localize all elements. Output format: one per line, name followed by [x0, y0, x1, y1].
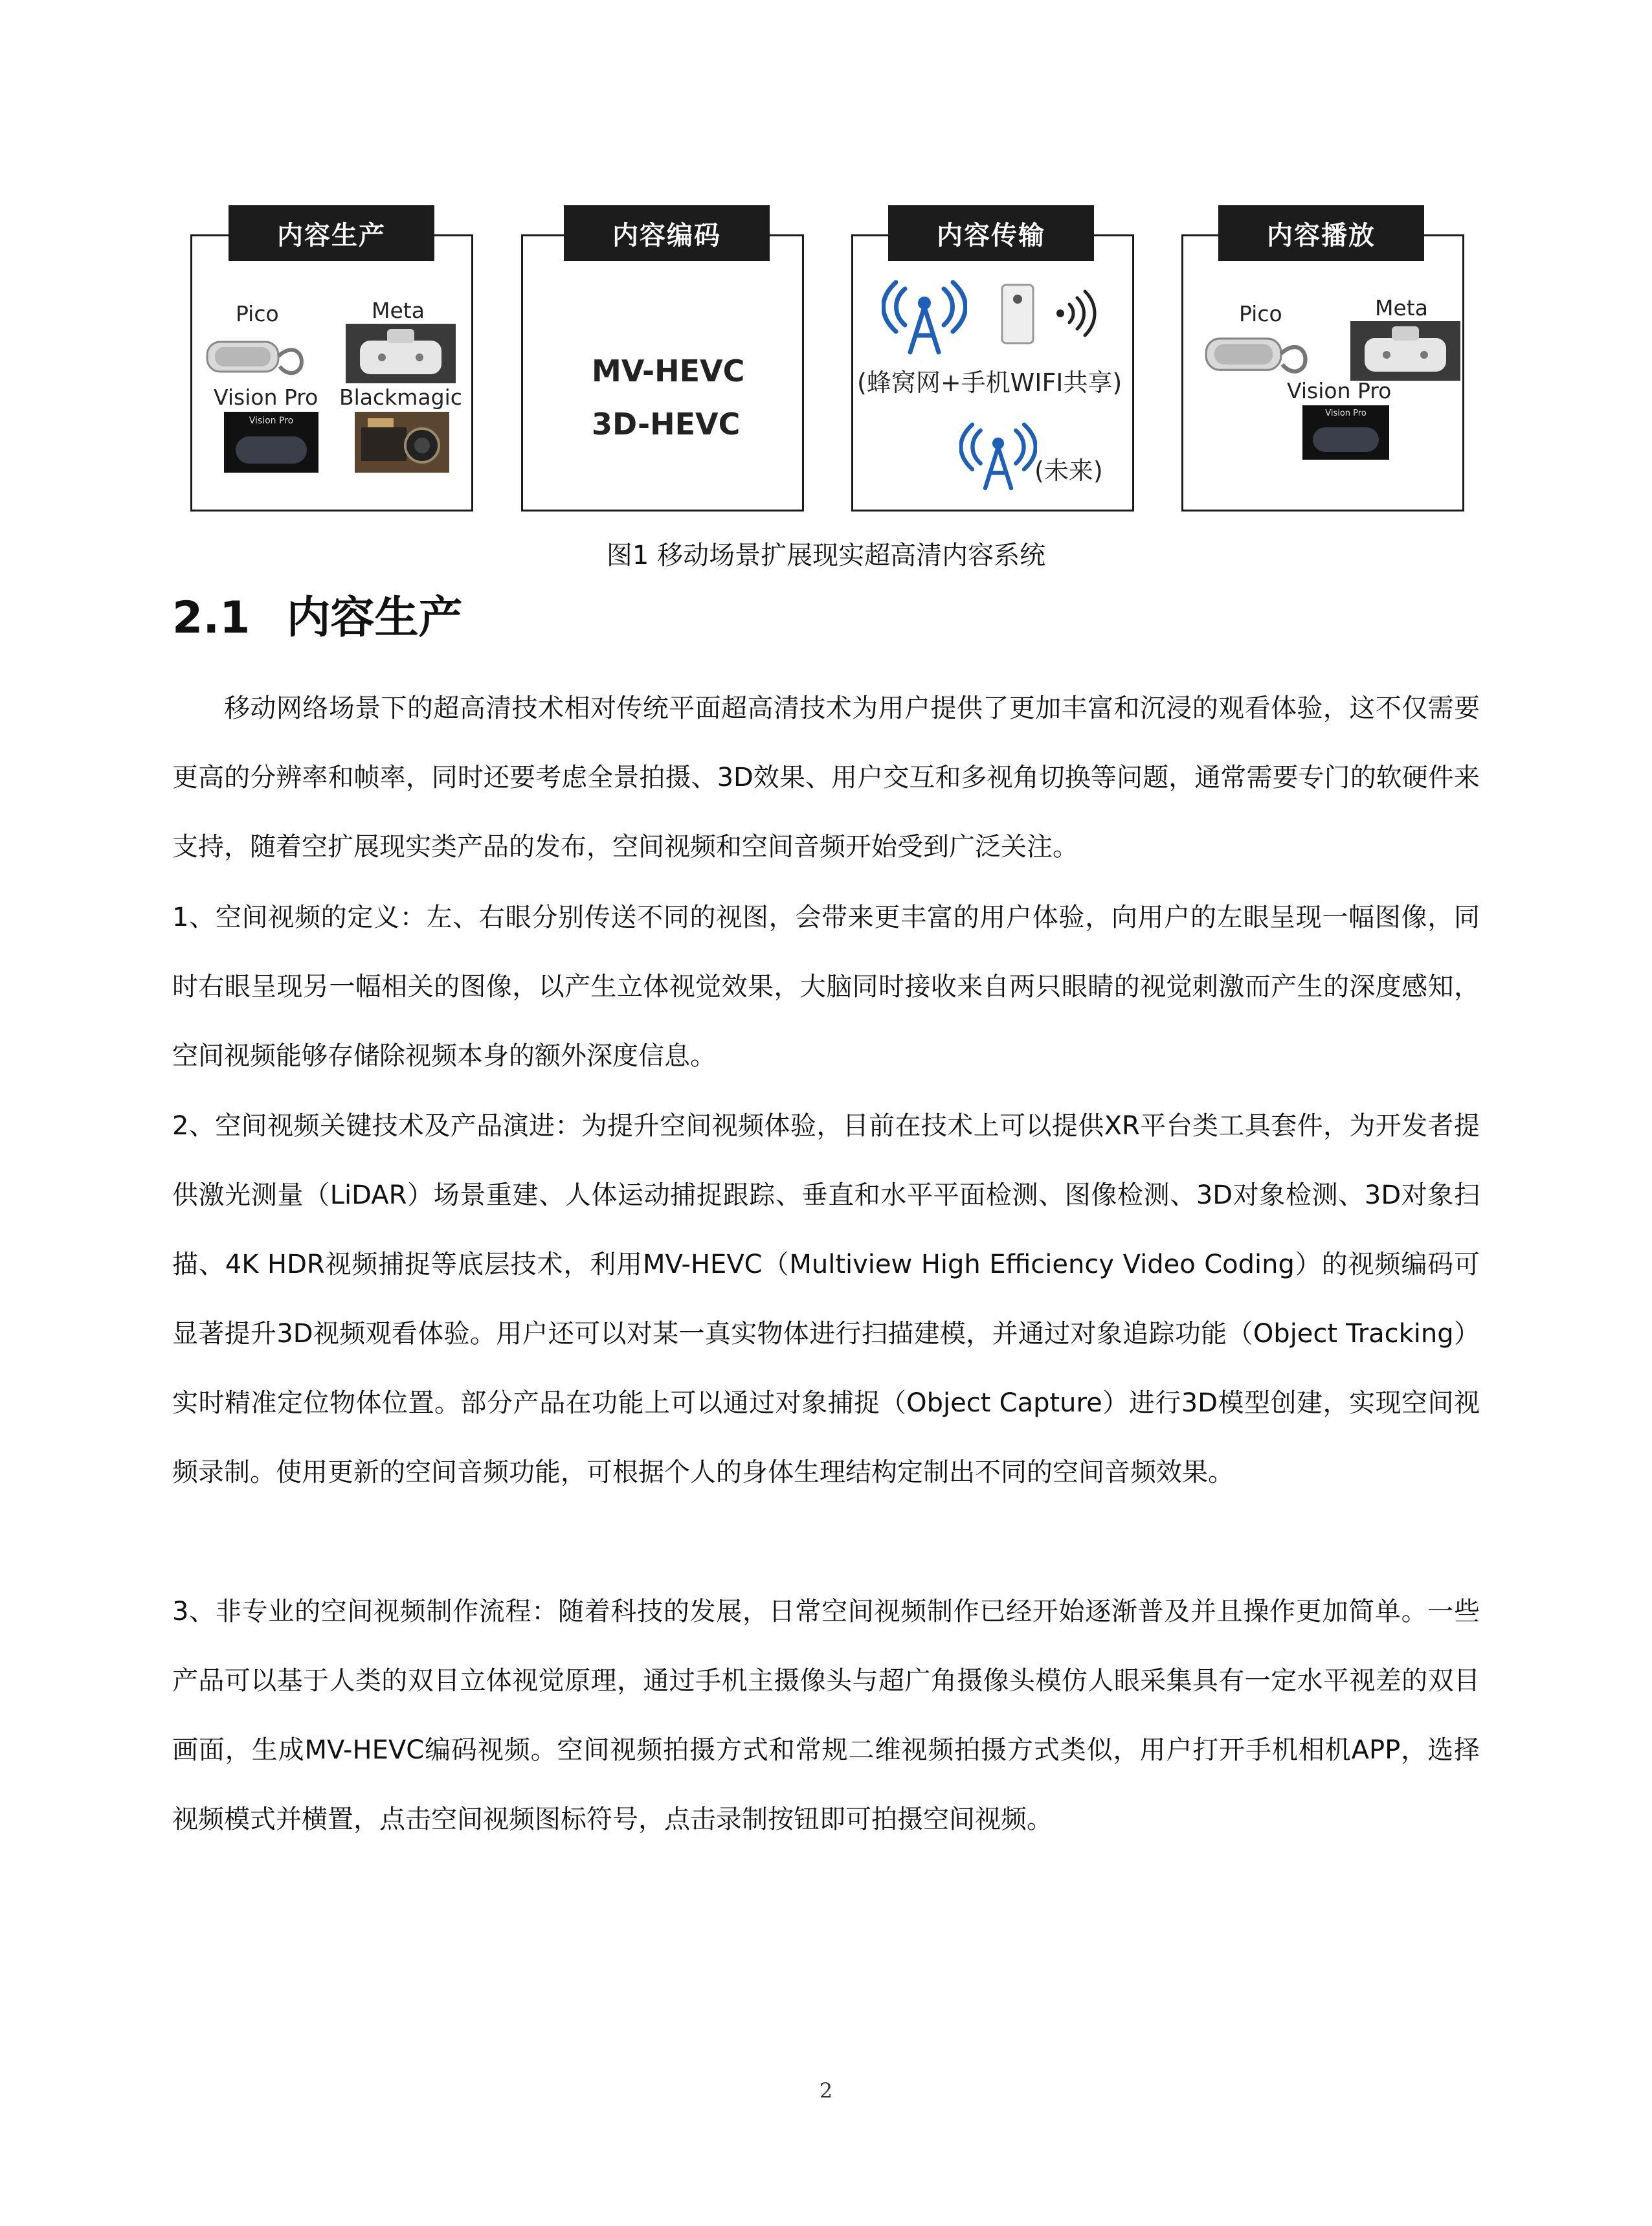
panel-title-transmission: 内容传输 — [888, 205, 1094, 261]
cell-tower-icon — [882, 277, 967, 355]
panel-title-production: 内容生产 — [229, 205, 434, 261]
figure-caption: 图1 移动场景扩展现实超高清内容系统 — [606, 541, 1046, 570]
blackmagic-camera-icon — [355, 412, 449, 473]
label-vision-pro-playback: Vision Pro — [1287, 378, 1392, 403]
pico-headset-icon — [1201, 325, 1312, 379]
meta-headset-icon — [1350, 321, 1460, 381]
paragraph-intro: 移动网络场景下的超高清技术相对传统平面超高清技术为用户提供了更加丰富和沉浸的观看体验，这不仅需要更高的分辨率和帧率，同时还要考虑全景拍摄、3D效果、用户交互和多视角切换等问题，通常需要专门的软硬件来支持，随着空扩展现实类产品的发布，空间视频和空间音频开始受到广泛关注。 — [172, 693, 1480, 862]
page-number: 2 — [819, 2078, 833, 2103]
codec-mv-hevc: MV-HEVC — [592, 354, 745, 388]
panel-title-playback: 内容播放 — [1218, 205, 1424, 261]
vision-pro-badge: Vision Pro — [249, 416, 294, 426]
section-title: 内容生产 — [286, 592, 463, 644]
label-pico-playback: Pico — [1239, 301, 1282, 326]
vision-pro-headset-icon — [224, 412, 318, 473]
section-number: 2.1 — [172, 592, 251, 644]
paragraph-key-technology: 2、空间视频关键技术及产品演进：为提升空间视频体验，目前在技术上可以提供XR平台类工具套件，为开发者提供激光测量（LiDAR）场景重建、人体运动捕捉跟踪、垂直和水平平面检测、图像检测、3D对象检测、3D对象扫描、4K HDR视频捕捉等底层技术，利用MV-HEVC（Multiview High Efficiency Video Coding）的视频编码可显著提升3D视频观看体验。用户还可以对某一真实物体进行扫描建模，并通过对象追踪功能（Object Tracking）实时精准定位物体位置。部分产品在功能上可以通过对象捕捉（Object Capture）进行3D模型创建，实现空间视频录制。使用更新的空间音频功能，可根据个人的身体生理结构定制出不同的空间音频效果。 — [172, 1111, 1480, 1487]
vision-pro-badge: Vision Pro — [1325, 409, 1367, 418]
label-pico: Pico — [236, 301, 279, 326]
codec-3d-hevc: 3D-HEVC — [592, 407, 741, 442]
vision-pro-headset-icon — [1302, 405, 1389, 460]
label-meta-playback: Meta — [1375, 295, 1428, 320]
pico-headset-icon — [203, 329, 307, 381]
label-vision-pro: Vision Pro — [214, 385, 318, 410]
phone-wifi-icon — [997, 282, 1100, 347]
panel-title-encoding: 内容编码 — [564, 205, 770, 261]
label-meta: Meta — [372, 298, 425, 323]
section-heading — [172, 583, 462, 646]
network-label: (蜂窝网+手机WIFI共享) — [857, 368, 1122, 397]
future-tower-icon — [959, 420, 1037, 491]
paragraph-production-flow: 3、非专业的空间视频制作流程：随着科技的发展，日常空间视频制作已经开始逐渐普及并且操作更加简单。一些产品可以基于人类的双目立体视觉原理，通过手机主摄像头与超广角摄像头模仿人眼采集具有一定水平视差的双目画面，生成MV-HEVC编码视频。空间视频拍摄方式和常规二维视频拍摄方式类似，用户打开手机相机APP，选择视频模式并横置，点击空间视频图标符号，点击录制按钮即可拍摄空间视频。 — [172, 1597, 1480, 1834]
paragraph-definition: 1、空间视频的定义：左、右眼分别传送不同的视图，会带来更丰富的用户体验，向用户的左眼呈现一幅图像，同时右眼呈现另一幅相关的图像，以产生立体视觉效果，大脑同时接收来自两只眼睛的视觉刺激而产生的深度感知，空间视频能够存储除视频本身的额外深度信息。 — [172, 903, 1480, 1071]
label-blackmagic: Blackmagic — [339, 385, 462, 410]
meta-headset-icon — [346, 324, 456, 383]
future-label: (未来) — [1034, 456, 1103, 485]
